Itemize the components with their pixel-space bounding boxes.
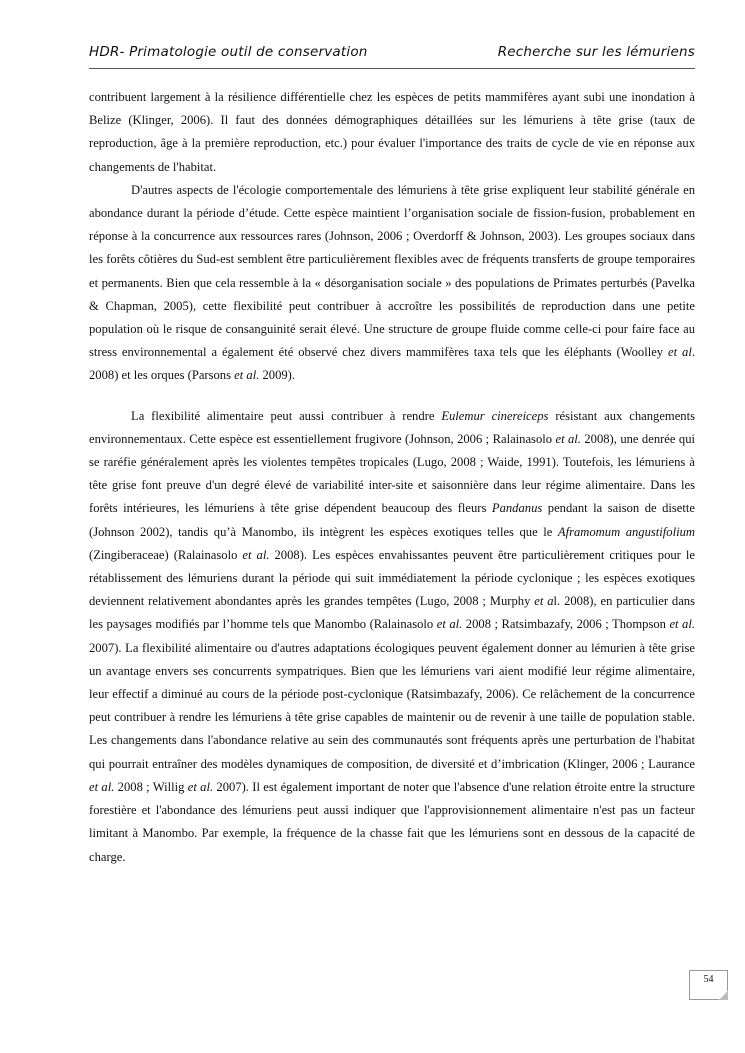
text-run: contribuent largement à la résilience différentielle chez les espèces de petits mammifères ayant subi une inondation à Belize (Klinger, 2006). Il faut des données démographiques détaillées sur les lémuriens à tête grise (taux de reproduction, âge à la première reproduction, etc.) pour évaluer l'importance des traits de cycle de vie en réponse aux changements de l'habitat. — [89, 90, 695, 174]
text-run: 2007). Il est également important de noter que l'absence d'une relation étroite entre la structure forestière et l'abondance des lémuriens peut aussi indiquer que l'approvisionnement alimentaire n'est pas un facteur limitant à Manombo. Par exemple, la fréquence de la chasse fait que les lémuriens sont en dessous de la capacité de charge. — [89, 779, 696, 864]
text-run: (Zingiberaceae) (Ralainasolo — [89, 547, 243, 562]
italic-text: et a — [534, 594, 554, 609]
header-title: HDR- Primatologie outil de conservation — [89, 44, 368, 60]
italic-text: et al. — [234, 368, 260, 383]
text-run: 2009). — [259, 368, 296, 383]
text-run: l. 2008), en particulier dans les paysages modifiés par l’homme tels que Manombo (Ralainasolo — [89, 594, 695, 632]
italic-text: et al. — [669, 617, 695, 632]
body-text — [89, 86, 695, 869]
text-run: 2008), une denrée qui se raréfie généralement après les violentes tempêtes tropicales (Lugo, 2008 ; Waide, 1991). Toutefois, les lémuriens à tête grise font preuve d'un degré élevé de variabilité inter-site et saisonnière dans leur régime alimentaire. Dans les forêts intérieures, les lémuriens à tête grise dépendent beaucoup des fleurs — [89, 431, 696, 516]
italic-text: Eulemur cinereiceps — [441, 408, 549, 423]
italic-text: et al. — [436, 617, 463, 632]
header-subtitle: Recherche sur les lémuriens — [497, 44, 695, 60]
page-header — [89, 42, 695, 69]
italic-text: et al. — [187, 779, 214, 794]
italic-text: et al. — [242, 547, 270, 562]
paragraph — [89, 86, 695, 179]
text-run: 2007). La flexibilité alimentaire ou d'autres adaptations écologiques peuvent également donner au lémurien à tête grise un avantage envers ses concurrents sympatriques. Bien que les lémuriens vari aient modifié leur régime alimentaire, leur effectif a diminué au cours de la période post-cyclonique (Ratsimbazafy, 2006). Ce relâchement de la concurrence peut contribuer à rendre les lémuriens à tête grise capables de maintenir ou de revenir à une taille de population stable. Les changements dans l'abondance relative au sein des communautés sont fréquents après une perturbation de l'habitat qui pourrait entraîner des modèles dynamiques de composition, de diversité et d’imbrication (Klinger, 2006 ; Laurance — [89, 640, 695, 771]
text-run: 2008 ; Ratsimbazafy, 2006 ; Thompson — [462, 617, 670, 632]
italic-text: Pandanus — [491, 501, 543, 516]
italic-text: Aframomum angustifolium — [557, 524, 695, 539]
italic-text: et al. — [89, 779, 115, 794]
text-run: D'autres aspects de l'écologie comportementale des lémuriens à tête grise expliquent leur stabilité générale en abondance durant la période d’étude. Cette espèce maintient l’organisation sociale de fission-fusion, probablement en réponse à la concurrence aux ressources rares (Johnson, 2006 ; Overdorff & Johnson, 2003). Les groupes sociaux dans les forêts côtières du Sud-est semblent être particulièrement flexibles avec de fréquents transferts de groupe temporaires et permanents. Bien que cela ressemble à la « désorganisation sociale » des populations de Primates perturbés (Pavelka & Chapman, 2005), cette flexibilité peut contribuer à accroître les possibilités de reproduction dans une petite population où le risque de consanguinité serait élevé. Une structure de groupe fluide comme celle-ci pour faire face au stress environnemental a également été observé chez divers mammifères taxa tels que les éléphants (Woolley — [89, 182, 695, 360]
text-run: 2008 ; Willig — [114, 779, 188, 794]
text-run: 2008). Les espèces envahissantes peuvent être particulièrement critiques pour le rétablissement des lémuriens durant la période qui suit immédiatement la période cyclonique ; les espèces exotiques deviennent relativement abondantes après les grandes tempêtes (Lugo, 2008 ; Murphy — [89, 547, 695, 609]
text-run: pendant la saison de disette (Johnson 2002), tandis qu’à Manombo, ils intègrent les espèces exotiques telles que le — [89, 501, 695, 539]
italic-text: et al. — [555, 431, 581, 446]
italic-text: et al — [668, 345, 692, 360]
text-run: La flexibilité alimentaire peut aussi contribuer à rendre — [131, 408, 442, 423]
text-run: . 2008) et les orques (Parsons — [89, 345, 695, 383]
paragraph — [89, 179, 695, 388]
text-run: résistant aux changements environnementaux. Cette espèce est essentiellement frugivore (Johnson, 2006 ; Ralainasolo — [89, 408, 695, 446]
paragraph — [89, 405, 695, 869]
page-number: 54 — [689, 970, 728, 1000]
